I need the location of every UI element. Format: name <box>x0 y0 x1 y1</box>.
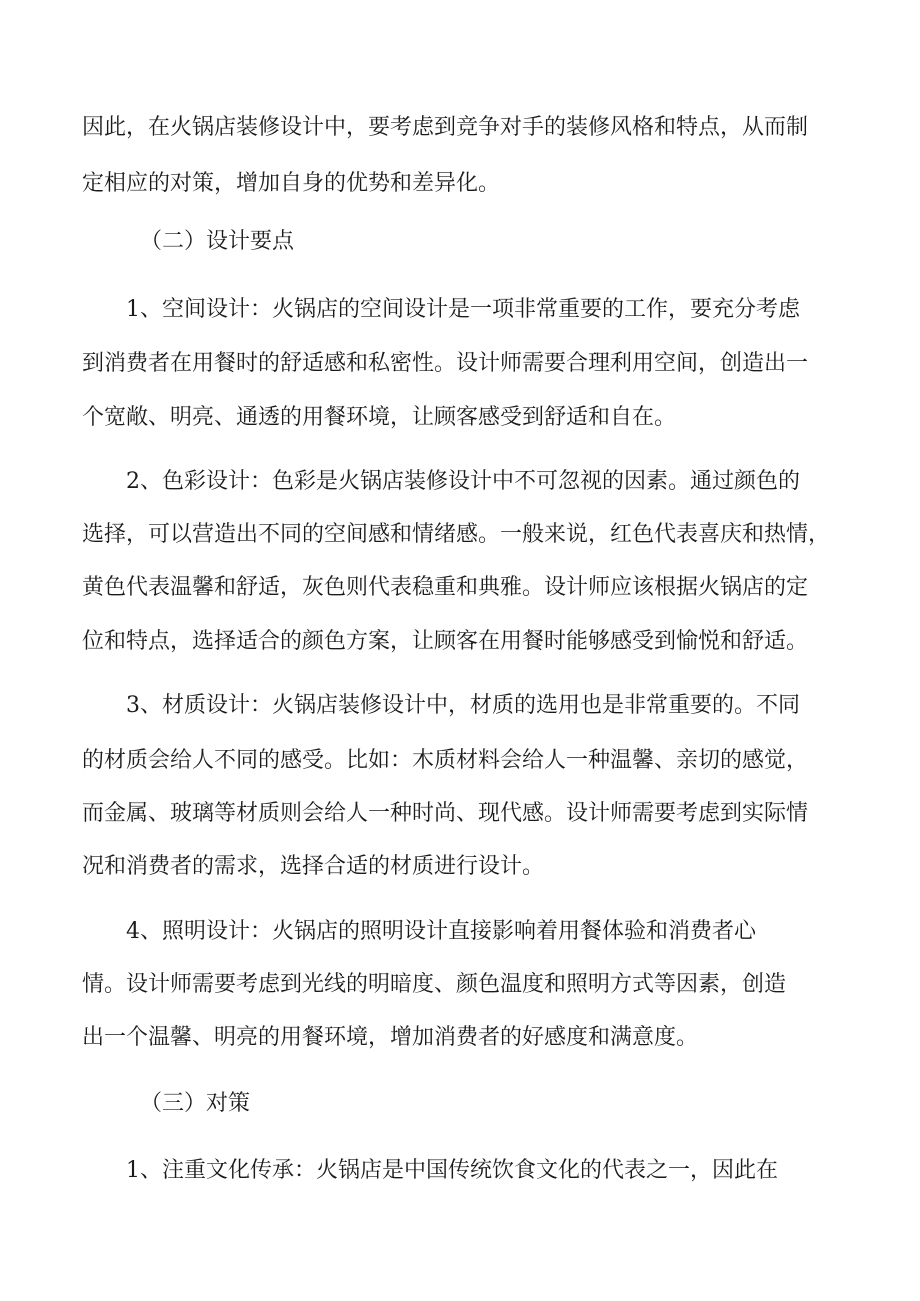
text-line-6: 个宽敞、明亮、通透的用餐环境，让顾客感受到舒适和自在。 <box>82 405 677 430</box>
text-line-9: 黄色代表温馨和舒适，灰色则代表稳重和典雅。设计师应该根据火锅店的定 <box>82 575 809 600</box>
text-line-13: 而金属、玻璃等材质则会给人一种时尚、现代感。设计师需要考虑到实际情 <box>82 801 809 826</box>
text-line-5: 到消费者在用餐时的舒适感和私密性。设计师需要合理利用空间，创造出一 <box>82 351 809 376</box>
text-line-14: 况和消费者的需求，选择合适的材质进行设计。 <box>82 854 545 879</box>
text-line-11: 3、材质设计：火锅店装修设计中，材质的选用也是非常重要的。不同 <box>126 693 800 718</box>
text-line-19: 1、注重文化传承：火锅店是中国传统饮食文化的代表之一，因此在 <box>126 1158 778 1183</box>
text-line-15: 4、照明设计：火锅店的照明设计直接影响着用餐体验和消费者心 <box>126 919 756 944</box>
text-line-16: 情。设计师需要考虑到光线的明暗度、颜色温度和照明方式等因素，创造 <box>82 972 787 997</box>
section-heading-countermeasures: （三）对策 <box>140 1091 251 1116</box>
text-line-2: 定相应的对策，增加自身的优势和差异化。 <box>82 171 501 196</box>
text-line-4: 1、空间设计：火锅店的空间设计是一项非常重要的工作，要充分考虑 <box>126 297 800 322</box>
text-line-7: 2、色彩设计：色彩是火锅店装修设计中不可忽视的因素。通过颜色的 <box>126 469 800 494</box>
text-line-12: 的材质会给人不同的感受。比如：木质材料会给人一种温馨、亲切的感觉， <box>82 748 809 773</box>
text-line-8: 选择，可以营造出不同的空间感和情绪感。一般来说，红色代表喜庆和热情， <box>82 522 831 547</box>
text-line-10: 位和特点，选择适合的颜色方案，让顾客在用餐时能够感受到愉悦和舒适。 <box>82 629 809 654</box>
section-heading-design-points: （二）设计要点 <box>140 229 295 254</box>
text-line-17: 出一个温馨、明亮的用餐环境，增加消费者的好感度和满意度。 <box>82 1025 699 1050</box>
text-line-1: 因此，在火锅店装修设计中，要考虑到竞争对手的装修风格和特点，从而制 <box>82 115 809 140</box>
